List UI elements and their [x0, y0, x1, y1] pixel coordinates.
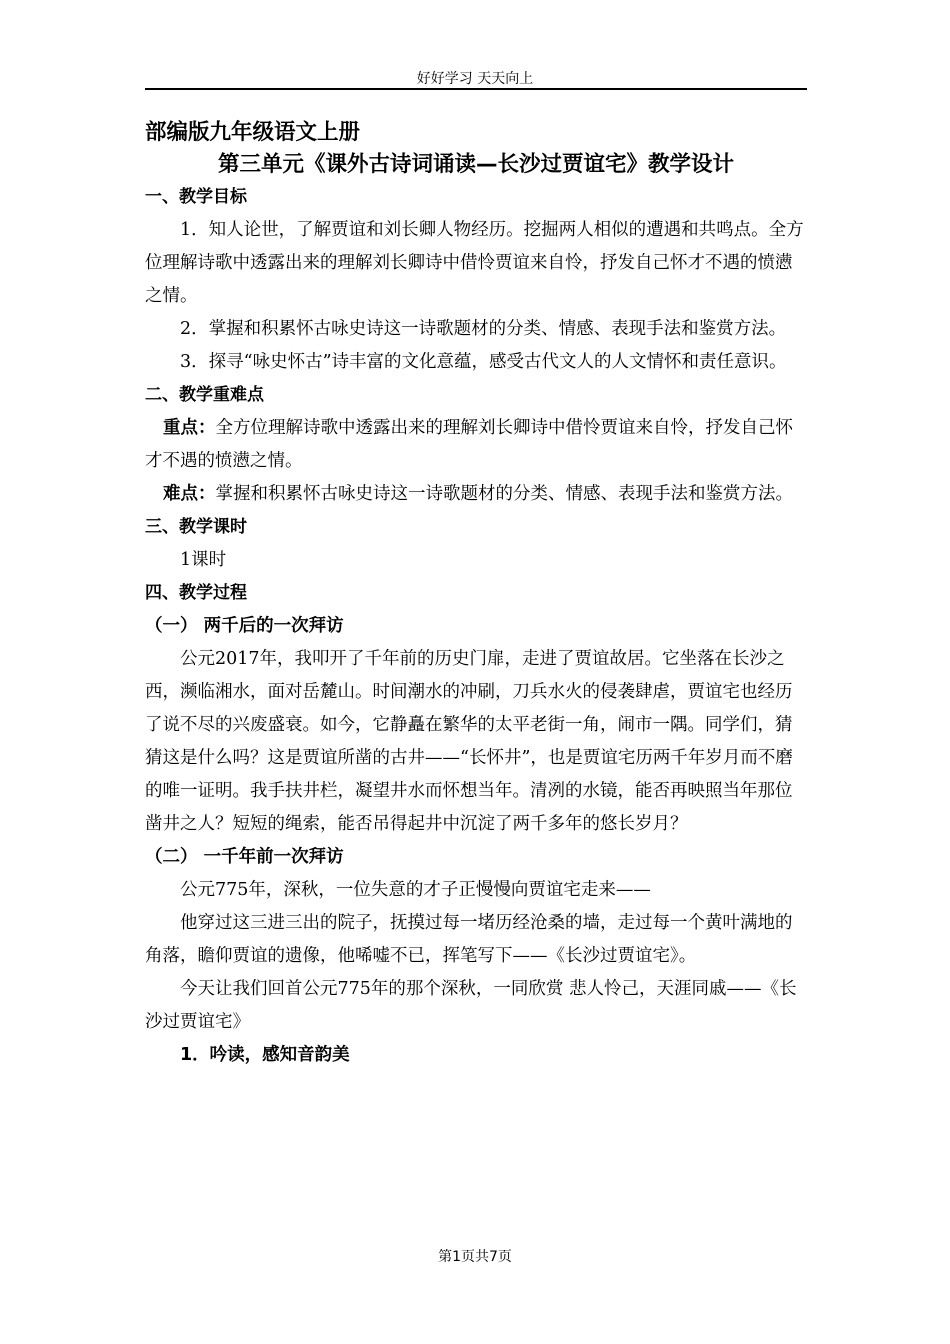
section-heading-process: 四、教学过程 [145, 583, 247, 603]
document-body [145, 117, 807, 1072]
page-footer: 第1页共7页 [438, 1249, 512, 1265]
paragraph-visit-775: 公元775年，深秋，一位失意的才子正慢慢向贾谊宅走来—— [180, 880, 651, 900]
section-heading-key-points: 二、教学重难点 [145, 385, 264, 405]
header-rule [145, 88, 807, 90]
page-header: 好好学习 天天向上 [416, 71, 534, 87]
doc-title-line2: 第三单元《课外古诗词诵读—长沙过贾谊宅》教学设计 [217, 152, 734, 177]
step-1-heading: 1．吟读，感知音韵美 [180, 1045, 350, 1065]
doc-title-line1: 部编版九年级语文上册 [145, 120, 361, 145]
objective-2: 2．掌握和积累怀古咏史诗这一诗歌题材的分类、情感、表现手法和鉴赏方法。 [180, 319, 787, 339]
paragraph-review: 今天让我们回首公元775年的那个深秋，一同欣赏 悲人怜己，天涯同戚——《长沙过贾谊宅》 [145, 979, 797, 1032]
paragraph-poet-walk: 他穿过这三进三出的院子，抚摸过每一堵历经沧桑的墙，走过每一个黄叶满地的角落，瞻仰贾谊的遗像，他唏嘘不已，挥笔写下——《长沙过贾谊宅》。 [145, 913, 793, 966]
hours-text: 1课时 [180, 550, 227, 570]
key-point-label: 重点： [163, 418, 216, 438]
objective-3: 3．探寻“咏史怀古”诗丰富的文化意蕴，感受古代文人的人文情怀和责任意识。 [180, 352, 787, 372]
difficult-point-label: 难点： [163, 484, 216, 504]
difficult-point-paragraph [145, 478, 807, 511]
subsection-heading-2: （二） 一千年前一次拜访 [145, 847, 344, 867]
difficult-point-text: 掌握和积累怀古咏史诗这一诗歌题材的分类、情感、表现手法和鉴赏方法。 [215, 484, 793, 504]
subsection-heading-1: （一） 两千后的一次拜访 [145, 616, 344, 636]
key-point-text: 全方位理解诗歌中透露出来的理解刘长卿诗中借怜贾谊来自怜，抒发自己怀才不遇的愤懑之情。 [145, 418, 793, 471]
section-heading-objectives: 一、教学目标 [145, 187, 247, 207]
paragraph-visit-2017: 公元2017年，我叩开了千年前的历史门扉，走进了贾谊故居。它坐落在长沙之西，濒临湘水，面对岳麓山。时间潮水的冲刷，刀兵水火的侵袭肆虐，贾谊宅也经历了说不尽的兴废盛衰。如今，它静矗在繁华的太平老街一角，闹市一隅。同学们，猜猜这是什么吗？这是贾谊所凿的古井——“长怀井”，也是贾谊宅历两千年岁月而不磨的唯一证明。我手扶井栏，凝望井水而怀想当年。清冽的水镜，能否再映照当年那位凿井之人？短短的绳索，能否吊得起井中沉淀了两千多年的悠长岁月？ [145, 649, 793, 834]
section-heading-hours: 三、教学课时 [145, 517, 247, 537]
key-point-paragraph [145, 412, 807, 478]
objective-1: 1．知人论世，了解贾谊和刘长卿人物经历。挖掘两人相似的遭遇和共鸣点。全方位理解诗歌中透露出来的理解刘长卿诗中借怜贾谊来自怜，抒发自己怀才不遇的愤懑之情。 [145, 220, 804, 306]
